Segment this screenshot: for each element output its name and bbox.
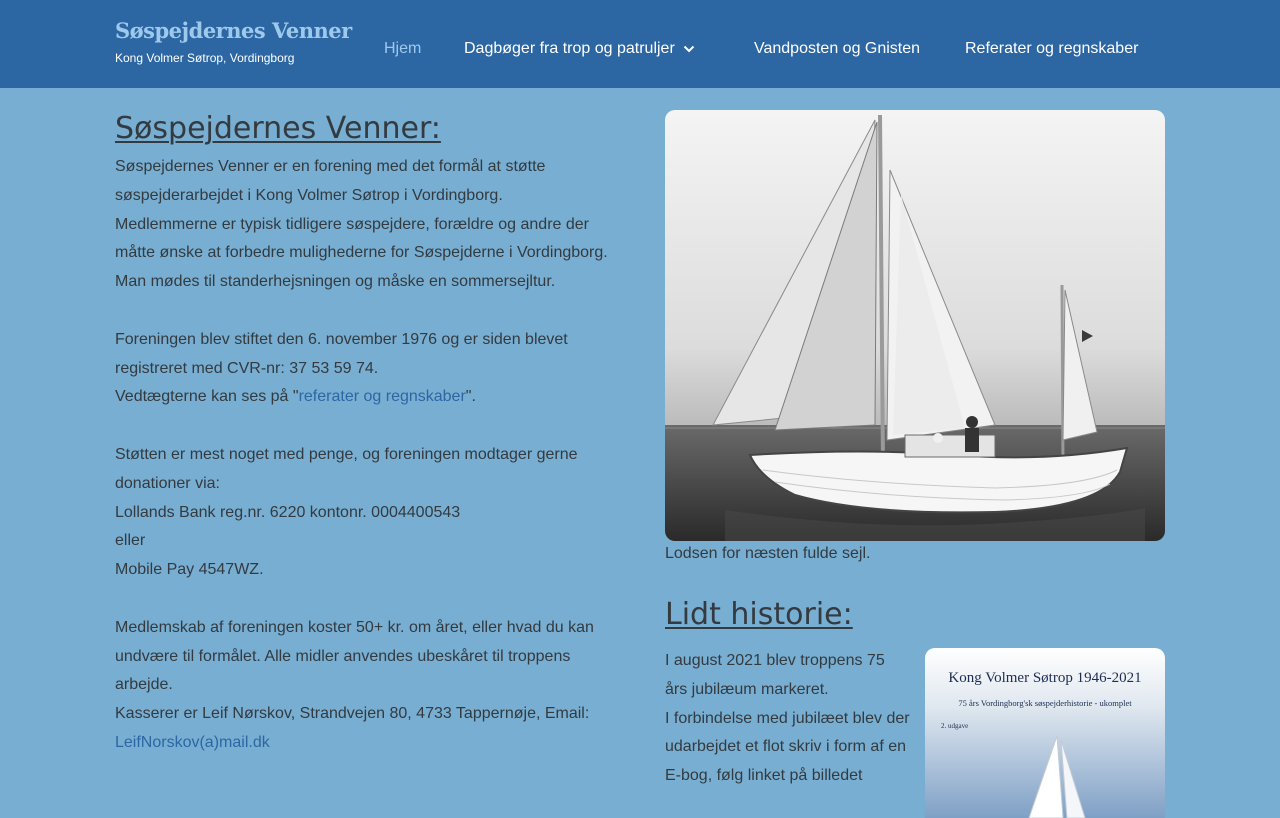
- book-subtitle: 75 års Vordingborg'sk søspejderhistorie - ukomplet: [958, 698, 1132, 708]
- statutes-prefix: Vedtægterne kan ses på ": [115, 388, 299, 406]
- nav-item-vandposten[interactable]: Vandposten og Gnisten: [754, 40, 921, 57]
- sailboat-photo: [665, 110, 1165, 541]
- main-navigation: [0, 40, 1280, 60]
- main-content: [115, 110, 625, 758]
- ebook-cover-link[interactable]: [925, 648, 1165, 818]
- founded-text: Foreningen blev stiftet den 6. november 1976 og er siden blevet registreret med CVR-nr: 37 53 59 74.: [115, 330, 568, 377]
- statutes-link[interactable]: referater og regnskaber: [298, 388, 466, 406]
- or-text: eller: [115, 532, 146, 550]
- history-text: [665, 647, 910, 791]
- site-title[interactable]: Søspejdernes Venner: [115, 18, 352, 43]
- history-paragraph-2: I forbindelse med jubilæet blev der udarbejdet et flot skriv i form af en E-bog, følg linket på billedet: [665, 709, 910, 785]
- chevron-down-icon: [683, 45, 695, 53]
- bank-account-text: Lollands Bank reg.nr. 6220 kontonr. 0004400543: [115, 503, 461, 521]
- statutes-text: [115, 383, 625, 412]
- intro-text-3: Man mødes til standerhejsningen og måske en sommersejltur.: [115, 273, 556, 291]
- membership-text: Medlemskab af foreningen koster 50+ kr. om året, eller hvad du kan undvære til formålet. Alle midler anvendes ubeskåret til troppens arbejde.: [115, 618, 594, 694]
- nav-item-dagboger[interactable]: [464, 40, 695, 58]
- nav-item-hjem[interactable]: Hjem: [384, 40, 422, 57]
- nav-item-dagboger-label: Dagbøger fra trop og patruljer: [464, 40, 675, 57]
- photo-caption: Lodsen for næsten fulde sejl.: [665, 545, 871, 562]
- nav-item-referater[interactable]: Referater og regnskaber: [965, 40, 1139, 57]
- sailboat-image: [665, 110, 1165, 541]
- site-header: [0, 0, 1280, 88]
- site-description: Kong Volmer Søtrop, Vordingborg: [115, 51, 295, 65]
- email-link[interactable]: LeifNorskov(a)mail.dk: [115, 733, 270, 751]
- intro-text-1: Søspejdernes Venner er en forening med det formål at støtte søspejderarbejdet i Kong Volmer Søtrop i Vordingborg.: [115, 158, 546, 204]
- book-edition: 2. udgave: [941, 722, 969, 730]
- history-paragraph-1: I august 2021 blev troppens 75 års jubilæum markeret.: [665, 652, 885, 698]
- intro-text-2: Medlemmerne er typisk tidligere søspejdere, forældre og andre der måtte ønske at forbedre mulighederne for Søspejderne i Vordingborg.: [115, 215, 608, 262]
- statutes-suffix: ".: [465, 388, 476, 406]
- support-text: Støtten er mest noget med penge, og foreningen modtager gerne donationer via:: [115, 445, 578, 492]
- mobilepay-text: Mobile Pay 4547WZ.: [115, 561, 264, 579]
- treasurer-text: Kasserer er Leif Nørskov, Strandvejen 80, 4733 Tappernøje, Email:: [115, 705, 590, 723]
- history-heading: Lidt historie:: [665, 597, 853, 632]
- book-title: Kong Volmer Søtrop 1946-2021: [948, 670, 1142, 686]
- page-title: Søspejdernes Venner:: [115, 111, 441, 146]
